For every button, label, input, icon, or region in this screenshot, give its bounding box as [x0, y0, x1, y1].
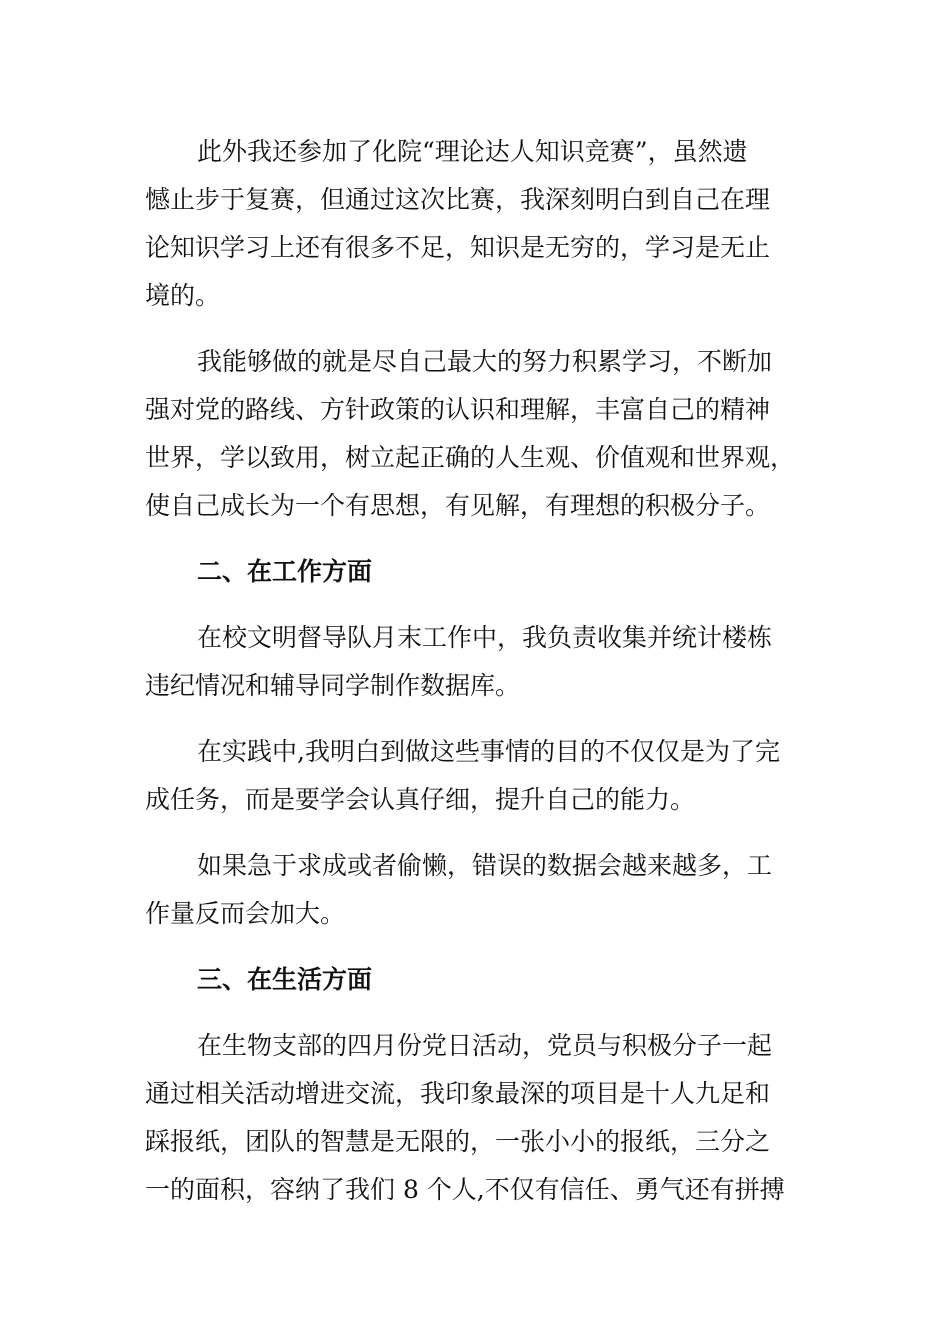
paragraph-activity — [145, 1022, 797, 1214]
text-line: 成任务，而是要学会认真仔细，提升自己的能力。 — [145, 785, 696, 814]
section-heading: 二、在工作方面 — [197, 557, 373, 586]
heading-life — [145, 956, 797, 1004]
text-line: 如果急于求成或者偷懒，错误的数据会越来越多，工 — [197, 851, 773, 880]
text-line: 使自己成长为一个有思想，有见解，有理想的积极分子。 — [145, 491, 771, 520]
text-line: 在校文明督导队月末工作中，我负责收集并统计楼栋 — [197, 623, 773, 652]
text-line: 作量反而会加大。 — [145, 899, 346, 928]
paragraph-effort — [145, 338, 797, 530]
text-line: 强对党的路线、方针政策的认识和理解，丰富自己的精神 — [145, 395, 771, 424]
paragraph-haste — [145, 842, 797, 938]
paragraph-spacer — [145, 320, 797, 338]
heading-work — [145, 548, 797, 596]
paragraph-spacer — [145, 938, 797, 956]
section-heading: 三、在生活方面 — [197, 965, 373, 994]
paragraph-competition — [145, 128, 797, 320]
paragraph-supervision — [145, 614, 797, 710]
paragraph-spacer — [145, 1004, 797, 1022]
text-line: 一的面积，容纳了我们 8 个人,不仅有信任、勇气还有拼搏 — [145, 1175, 785, 1204]
text-line: 踩报纸，团队的智慧是无限的，一张小小的报纸，三分之 — [145, 1127, 771, 1156]
text-line: 世界，学以致用，树立起正确的人生观、价值观和世界观， — [145, 443, 796, 472]
paragraph-spacer — [145, 596, 797, 614]
text-line: 憾止步于复赛，但通过这次比赛，我深刻明白到自己在理 — [145, 185, 771, 214]
text-line: 此外我还参加了化院“理论达人知识竞赛”，虽然遗 — [197, 137, 748, 166]
text-line: 违纪情况和辅导同学制作数据库。 — [145, 671, 521, 700]
paragraph-spacer — [145, 710, 797, 728]
text-line: 境的。 — [145, 281, 221, 310]
paragraph-spacer — [145, 824, 797, 842]
text-line: 在实践中,我明白到做这些事情的目的不仅仅是为了完 — [197, 737, 780, 766]
text-line: 论知识学习上还有很多不足，知识是无穷的，学习是无止 — [145, 233, 771, 262]
text-line: 在生物支部的四月份党日活动，党员与积极分子一起 — [197, 1031, 773, 1060]
document-body — [145, 128, 797, 1214]
paragraph-practice — [145, 728, 797, 824]
text-line: 我能够做的就是尽自己最大的努力积累学习，不断加 — [197, 347, 773, 376]
paragraph-spacer — [145, 530, 797, 548]
text-line: 通过相关活动增进交流，我印象最深的项目是十人九足和 — [145, 1079, 771, 1108]
